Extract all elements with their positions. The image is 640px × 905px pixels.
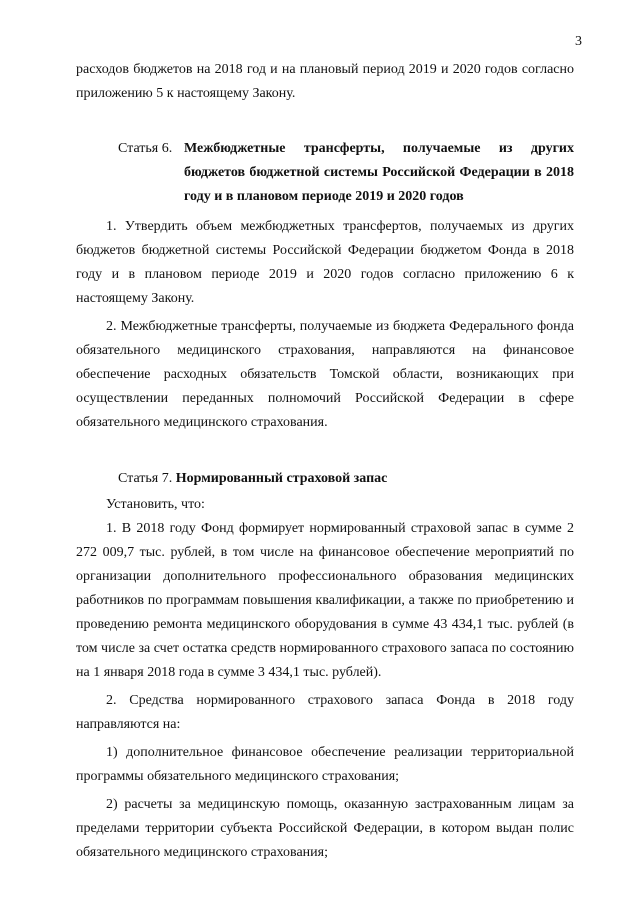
paragraph-continuation: расходов бюджетов на 2018 год и на плановый период 2019 и 2020 годов согласно приложению 5 к настоящему Закону. — [76, 62, 574, 101]
article-7-number: Статья 7. — [118, 471, 173, 486]
article-6-number: Статья 6. — [118, 141, 173, 156]
article-7-heading — [76, 467, 574, 491]
page-number: 3 — [575, 34, 582, 49]
article-7-paragraph-1: 1. В 2018 году Фонд формирует нормированный страховой запас в сумме 2 272 009,7 тыс. рублей, в том числе на финансовое обеспечение мероприятий по организации дополнительного профессионального образования медицинских работников по программам повышения квалификации, а также по приобретению и проведению ремонта медицинского оборудования в сумме 43 434,1 тыс. рублей (в том числе за счет остатка средств нормированного страхового запаса по состоянию на 1 января 2018 года в сумме 3 434,1 тыс. рублей). — [76, 521, 574, 680]
article-7-intro: Установить, что: — [106, 497, 205, 512]
article-6-paragraph-2: 2. Межбюджетные трансферты, получаемые из бюджета Федерального фонда обязательного медицинского страхования, направляются на финансовое обеспечение расходных обязательств Томской области, возникающих при осуществлении переданных полномочий Российской Федерации в сфере обязательного медицинского страхования. — [76, 319, 574, 430]
article-6-paragraph-1: 1. Утвердить объем межбюджетных трансфертов, получаемых из других бюджетов бюджетной системы Российской Федерации бюджетом Фонда в 2018 году и в плановом периоде 2019 и 2020 годов согласно приложению 6 к настоящему Закону. — [76, 219, 574, 306]
article-7-title: Нормированный страховой запас — [175, 471, 388, 486]
article-6-title: Межбюджетные трансферты, получаемые из других бюджетов бюджетной системы Российской Федерации в 2018 году и в плановом периоде 2019 и 2020 годов — [184, 141, 574, 204]
document-body — [76, 58, 574, 865]
article-7-item-1: 1) дополнительное финансовое обеспечение реализации территориальной программы обязательного медицинского страхования; — [76, 745, 574, 784]
article-7-item-2: 2) расчеты за медицинскую помощь, оказанную застрахованным лицам за пределами территории субъекта Российской Федерации, в котором выдан полис обязательного медицинского страхования; — [76, 797, 574, 860]
article-6-heading — [76, 137, 574, 209]
article-7-paragraph-2: 2. Средства нормированного страхового запаса Фонда в 2018 году направляются на: — [76, 693, 574, 732]
